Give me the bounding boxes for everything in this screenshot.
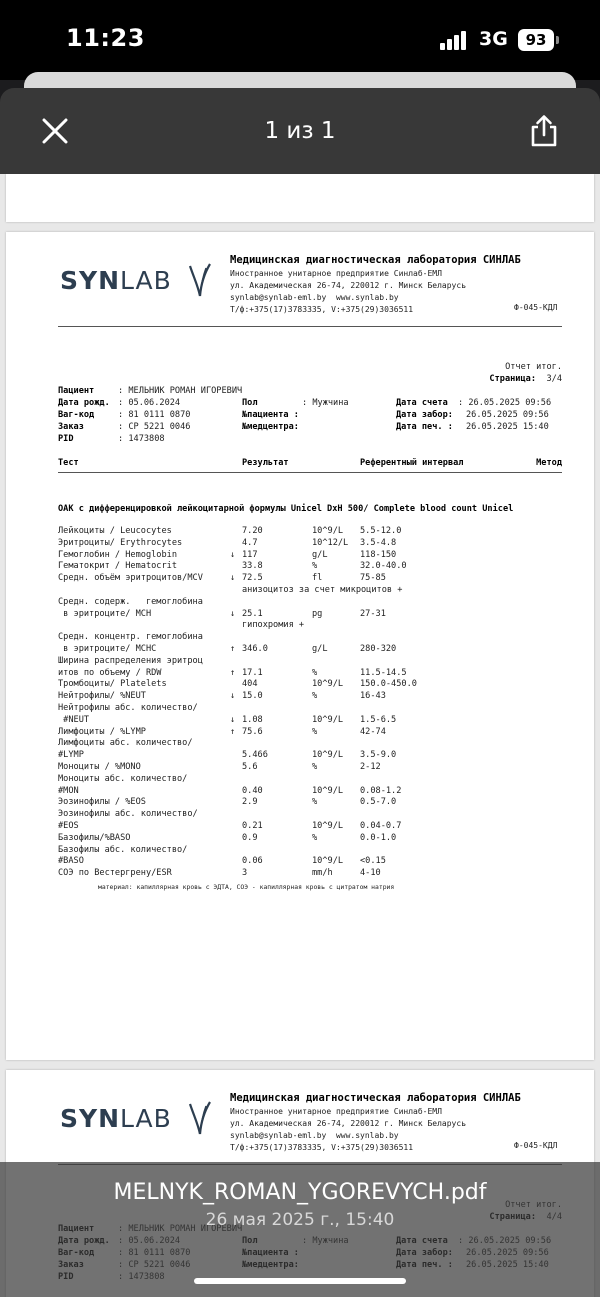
result-reference: 0.0-1.0 xyxy=(360,832,397,843)
result-unit: 10^12/L xyxy=(312,537,349,548)
lab-contacts: synlab@synlab-eml.by www.synlab.by xyxy=(230,293,399,302)
result-reference: 4-10 xyxy=(360,868,381,879)
result-row xyxy=(58,609,588,621)
result-value: 1.08 xyxy=(242,714,263,725)
result-reference: 0.5-7.0 xyxy=(360,797,397,808)
result-name: #EOS xyxy=(58,821,79,831)
order-label: Заказ xyxy=(58,422,84,432)
result-reference: 3.5-9.0 xyxy=(360,750,397,761)
result-row xyxy=(58,762,588,774)
result-row xyxy=(58,738,588,750)
result-unit: % xyxy=(312,762,318,772)
result-unit: mm/h xyxy=(312,868,333,879)
patient-number-label: №пациента : xyxy=(242,410,299,420)
result-unit: 10^9/L xyxy=(312,714,344,725)
result-unit: 10^9/L xyxy=(312,785,344,796)
result-row xyxy=(58,727,588,739)
synlab-leaf-icon xyxy=(184,260,216,300)
result-name: Лейкоциты / Leucocytes xyxy=(58,526,172,536)
logo-lab-text-next: LAB xyxy=(120,1104,172,1133)
result-name: Базофилы абс. количество/ xyxy=(58,844,188,855)
result-unit: % xyxy=(312,667,318,678)
network-type: 3G xyxy=(479,28,508,50)
result-unit: % xyxy=(312,726,318,737)
result-unit: g/L xyxy=(312,644,328,654)
result-unit: fl xyxy=(312,573,323,584)
result-row xyxy=(58,868,588,880)
result-value: 25.1 xyxy=(242,608,263,619)
result-reference: 118-150 xyxy=(360,549,397,560)
result-row xyxy=(58,585,588,597)
dob-label: Дата рожд. xyxy=(58,398,110,408)
share-button[interactable] xyxy=(528,114,560,148)
result-name: в эритроците/ MCH xyxy=(58,608,152,619)
patient-name: : МЕЛЬНИК РОМАН ИГОРЕВИЧ xyxy=(118,386,243,396)
collect-date-value: 26.05.2025 09:56 xyxy=(466,410,549,420)
result-unit: % xyxy=(312,832,318,843)
share-icon xyxy=(528,114,560,148)
result-reference: 27-31 xyxy=(360,608,386,619)
result-unit: % xyxy=(312,561,318,572)
result-unit: pg xyxy=(312,608,323,619)
result-row xyxy=(58,703,588,715)
file-date: 26 мая 2025 г., 15:40 xyxy=(205,1210,395,1230)
result-row xyxy=(58,679,588,691)
result-unit: % xyxy=(312,797,318,808)
result-unit: g/L xyxy=(312,549,328,560)
result-flag: ↑ xyxy=(230,644,236,654)
result-row xyxy=(58,597,588,609)
result-name: Средн. концентр. гемоглобина xyxy=(58,632,203,643)
result-value: 117 xyxy=(242,549,258,560)
result-value: 346.0 xyxy=(242,644,268,654)
result-flag: ↑ xyxy=(230,667,236,678)
result-name: #BASO xyxy=(58,856,84,867)
result-reference: 280-320 xyxy=(360,644,397,654)
result-name: Гематокрит / Hematocrit xyxy=(58,561,177,572)
result-name: в эритроците/ MCHC xyxy=(58,644,157,654)
result-reference: 32.0-40.0 xyxy=(360,561,407,572)
clock: 11:23 xyxy=(66,24,145,52)
result-row xyxy=(58,668,588,680)
result-unit: 10^9/L xyxy=(312,679,344,690)
result-value: 2.9 xyxy=(242,797,258,808)
result-row xyxy=(58,620,588,632)
result-name: Эозинофилы абс. количество/ xyxy=(58,809,198,820)
result-flag: ↓ xyxy=(230,714,236,725)
status-bar xyxy=(0,0,600,80)
result-value: 0.40 xyxy=(242,785,263,796)
result-flag: ↓ xyxy=(230,691,236,702)
result-flag: ↑ xyxy=(230,726,236,737)
result-value: 5.466 xyxy=(242,750,268,761)
print-date-label: Дата печ. : xyxy=(396,422,453,432)
synlab-logo-next xyxy=(60,1104,172,1133)
logo-lab-text: LAB xyxy=(120,266,172,295)
result-name: Базофилы/%BASO xyxy=(58,832,131,843)
result-flag: ↓ xyxy=(230,549,236,560)
result-row xyxy=(58,538,588,550)
result-unit: 10^9/L xyxy=(312,856,344,867)
viewer-header xyxy=(0,88,600,174)
col-result: Результат xyxy=(242,458,289,468)
result-value: 0.9 xyxy=(242,832,258,843)
result-name: Тромбоциты/ Platelets xyxy=(58,679,167,690)
result-name: Средн. объём эритроцитов/MCV xyxy=(58,573,203,584)
result-row xyxy=(58,691,588,703)
result-reference: 42-74 xyxy=(360,726,386,737)
result-row xyxy=(58,797,588,809)
result-value: 404 xyxy=(242,679,258,690)
lab-title: Медицинская диагностическая лаборатория СИНЛАБ xyxy=(230,254,521,266)
table-header-divider xyxy=(58,472,562,473)
logo-syn-text: SYN xyxy=(60,266,121,295)
bill-date-label: Дата счета xyxy=(396,398,448,408)
result-value: 75.6 xyxy=(242,726,263,737)
barcode-label: Ваг-код xyxy=(58,410,95,420)
result-name: Лимфоциты абс. количество/ xyxy=(58,738,193,749)
bill-date-value: : 26.05.2025 09:56 xyxy=(458,398,552,408)
page-label: Страница: xyxy=(489,374,536,384)
page-counter: 1 из 1 xyxy=(264,118,336,144)
result-unit: % xyxy=(312,691,318,702)
result-row xyxy=(58,833,588,845)
lab-org: Иностранное унитарное предприятие Синлаб-ЕМЛ xyxy=(230,269,442,278)
result-value: 15.0 xyxy=(242,691,263,702)
header-divider xyxy=(58,326,562,327)
result-row xyxy=(58,845,588,857)
result-reference: 75-85 xyxy=(360,573,386,584)
col-test: Тест xyxy=(58,458,79,468)
result-row xyxy=(58,786,588,798)
report-type: Отчет итог. xyxy=(505,362,562,372)
patient-label: Пациент xyxy=(58,386,95,396)
result-name: Гемоглобин / Hemoglobin xyxy=(58,549,177,560)
synlab-logo xyxy=(60,266,172,295)
result-value: 17.1 xyxy=(242,667,263,678)
lab-header-next xyxy=(6,1070,594,1166)
lab-contacts-next: synlab@synlab-eml.by www.synlab.by xyxy=(230,1131,399,1140)
lab-phones: Т/ф:+375(17)3783335, V:+375(29)3036511 xyxy=(230,305,414,314)
result-value: 4.7 xyxy=(242,537,258,548)
result-name: Лимфоциты / %LYMP xyxy=(58,726,146,737)
result-reference: 5.5-12.0 xyxy=(360,526,402,536)
result-row xyxy=(58,774,588,786)
result-reference: 2-12 xyxy=(360,762,381,772)
result-name: #NEUT xyxy=(58,714,90,725)
result-row xyxy=(58,821,588,833)
result-value: 33.8 xyxy=(242,561,263,572)
result-row xyxy=(58,550,588,562)
result-value: 3 xyxy=(242,868,248,879)
battery-icon: 93 xyxy=(518,29,554,51)
lab-address-next: ул. Академическая 26-74, 220012 г. Минск Беларусь xyxy=(230,1119,467,1128)
sex-label: Пол xyxy=(242,398,258,408)
form-code-next: Ф-045-КДЛ xyxy=(514,1141,558,1150)
result-value: 72.5 xyxy=(242,573,263,584)
lab-org-next: Иностранное унитарное предприятие Синлаб-ЕМЛ xyxy=(230,1107,442,1116)
result-value: анизоцитоз за счет микроцитов + xyxy=(242,585,403,595)
result-name: Нейтрофилы/ %NEUT xyxy=(58,691,146,702)
result-name: Моноциты абс. количество/ xyxy=(58,773,188,784)
form-code: Ф-045-КДЛ xyxy=(514,303,558,312)
medcenter-label: №медцентра: xyxy=(242,422,299,432)
result-name: #MON xyxy=(58,785,79,796)
result-row xyxy=(58,809,588,821)
result-row xyxy=(58,561,588,573)
print-date-value: 26.05.2025 15:40 xyxy=(466,422,549,432)
result-row xyxy=(58,715,588,727)
previous-page xyxy=(6,174,594,222)
result-value: гипохромия + xyxy=(242,620,305,631)
result-row xyxy=(58,632,588,644)
result-unit: 10^9/L xyxy=(312,526,344,536)
logo-syn-text-next: SYN xyxy=(60,1104,121,1133)
result-value: 0.21 xyxy=(242,821,263,831)
home-indicator[interactable] xyxy=(194,1278,406,1284)
result-row xyxy=(58,573,588,585)
sex-value: : Мужчина xyxy=(302,398,349,408)
page-number: 3/4 xyxy=(546,374,562,384)
result-value: 0.06 xyxy=(242,856,263,867)
collect-date-label: Дата забор: xyxy=(396,410,453,420)
order-value: : СР 5221 0046 xyxy=(118,422,191,432)
result-row xyxy=(58,856,588,868)
document-viewer[interactable] xyxy=(0,174,600,1297)
result-name: СОЭ по Вестергрену/ESR xyxy=(58,868,172,879)
result-name: Эритроциты/ Erythrocytes xyxy=(58,537,183,548)
result-name: Эозинофилы / %EOS xyxy=(58,797,146,808)
lab-address: ул. Академическая 26-74, 220012 г. Минск Беларусь xyxy=(230,281,467,290)
lab-header xyxy=(6,232,594,328)
result-row xyxy=(58,526,588,538)
result-reference: <0.15 xyxy=(360,856,386,867)
pid-label: PID xyxy=(58,434,74,444)
file-info-bar xyxy=(0,1162,600,1297)
result-value: 5.6 xyxy=(242,762,258,772)
lab-title-next: Медицинская диагностическая лаборатория СИНЛАБ xyxy=(230,1092,521,1104)
footnote: материал: капиллярная кровь с ЭДТА, СОЭ - капиллярная кровь с цитратом натрия xyxy=(98,883,395,891)
barcode-value: : 81 0111 0870 xyxy=(118,410,191,420)
document-page xyxy=(6,232,594,1060)
file-name: MELNYK_ROMAN_YGOREVYCH.pdf xyxy=(113,1180,487,1205)
result-value: 7.20 xyxy=(242,526,263,536)
result-name: Средн. содерж. гемоглобина xyxy=(58,596,203,607)
dob-value: : 05.06.2024 xyxy=(118,398,181,408)
result-name: Моноциты / %MONO xyxy=(58,762,141,772)
result-name: Ширина распределения эритроц xyxy=(58,655,203,666)
result-reference: 0.04-0.7 xyxy=(360,821,402,831)
pid-value: : 1473808 xyxy=(118,434,165,444)
result-row xyxy=(58,656,588,668)
signal-icon xyxy=(440,30,470,50)
lab-phones-next: Т/ф:+375(17)3783335, V:+375(29)3036511 xyxy=(230,1143,414,1152)
battery-tip xyxy=(556,36,559,44)
result-row xyxy=(58,750,588,762)
result-unit: 10^9/L xyxy=(312,821,344,831)
synlab-leaf-icon xyxy=(184,1098,216,1138)
result-name: итов по объему / RDW xyxy=(58,667,162,678)
result-reference: 1.5-6.5 xyxy=(360,714,397,725)
col-method: Метод xyxy=(536,458,562,468)
result-reference: 0.08-1.2 xyxy=(360,785,402,796)
result-reference: 150.0-450.0 xyxy=(360,679,417,690)
result-reference: 3.5-4.8 xyxy=(360,537,397,548)
col-reference: Референтный интервал xyxy=(360,458,464,468)
result-reference: 16-43 xyxy=(360,691,386,702)
result-flag: ↓ xyxy=(230,573,236,584)
section-title: ОАК с дифференцировкой лейкоцитарной формулы Unicel DxH 500/ Complete blood count Unicel xyxy=(58,504,514,514)
result-name: Нейтрофилы абс. количество/ xyxy=(58,703,198,713)
result-row xyxy=(58,644,588,656)
result-flag: ↓ xyxy=(230,608,236,619)
result-reference: 11.5-14.5 xyxy=(360,667,407,678)
result-unit: 10^9/L xyxy=(312,750,344,761)
result-name: #LYMP xyxy=(58,750,84,761)
